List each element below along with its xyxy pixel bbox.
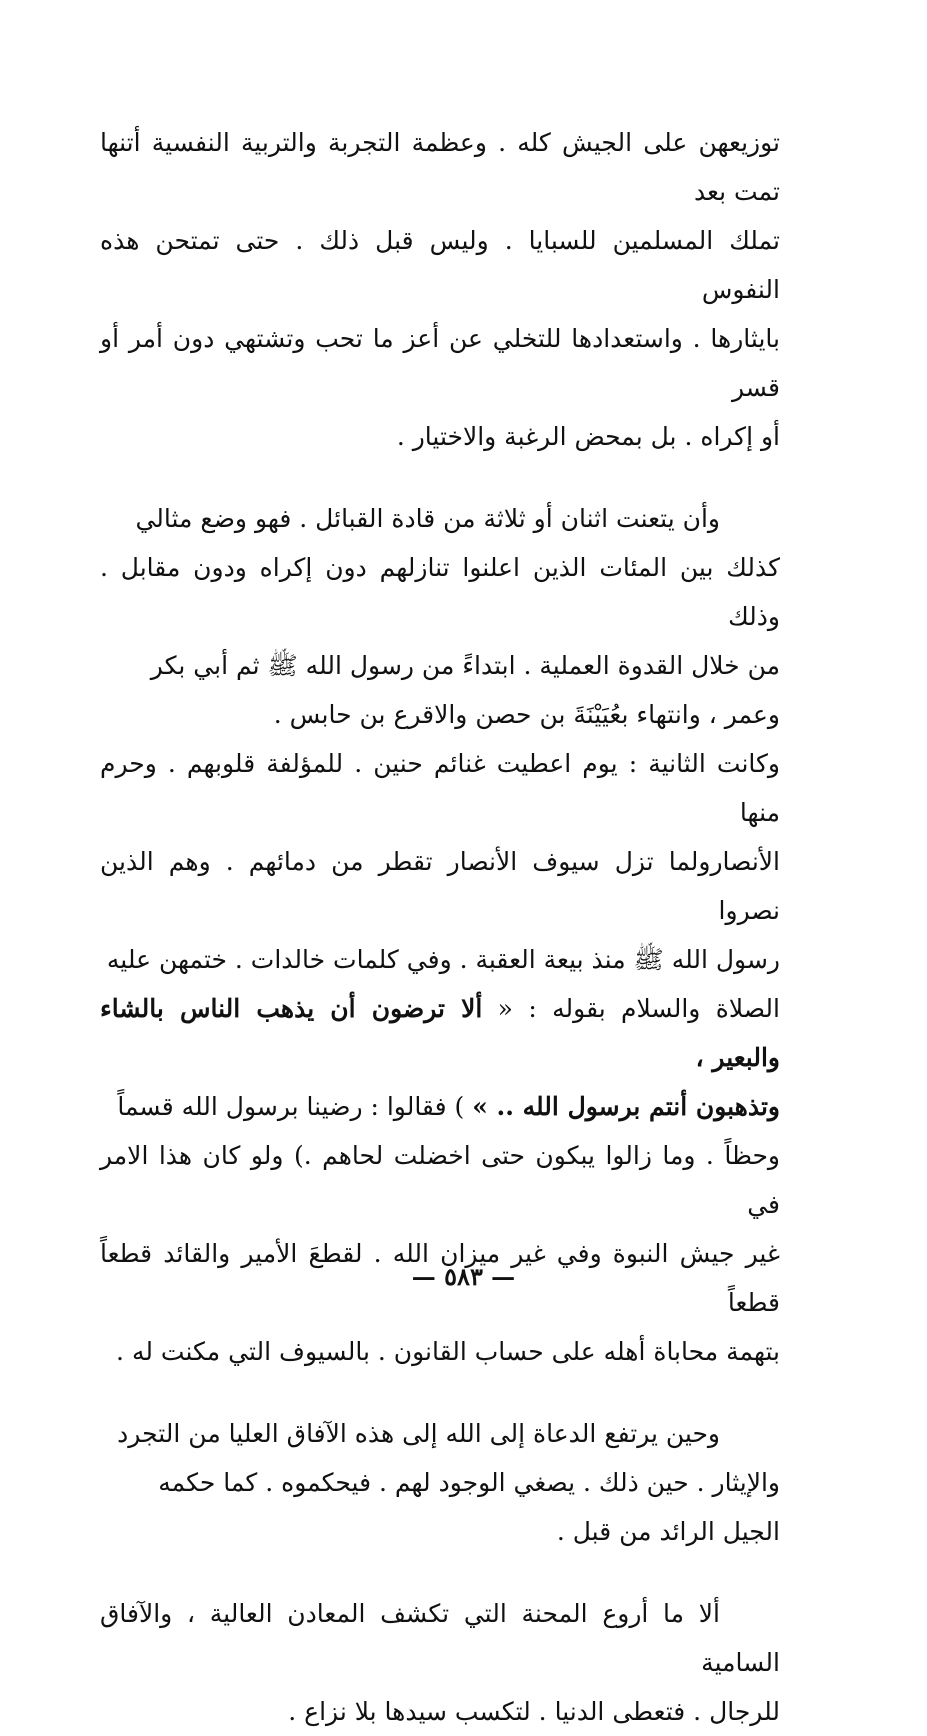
text-line: الأنصارولما تزل سيوف الأنصار تقطر من دمائهم . وهم الذين نصروا (100, 847, 780, 925)
text-line: غير جيش النبوة وفي غير ميزان الله . لقطعَ الأمير والقائد قطعاً قطعاً (100, 1239, 780, 1317)
text-line: توزيعهن على الجيش كله . وعظمة التجربة والتربية النفسية أتنها تمت بعد (100, 128, 780, 206)
quote-bold-text: ألا ترضون أن يذهب الناس بالشاء والبعير ، (100, 994, 780, 1072)
text-line-mixed (100, 1082, 780, 1131)
text-line: وحظاً . وما زالوا يبكون حتى اخضلت لحاهم .) ولو كان هذا الامر في (100, 1141, 780, 1219)
text-line: الجيل الرائد من قبل . (556, 1517, 780, 1546)
text-run: ) فقالوا : رضينا برسول الله قسماً (117, 1092, 473, 1121)
paragraph-2 (100, 494, 780, 739)
text-line: وأن يتعنت اثنان أو ثلاثة من قادة القبائل . فهو وضع مثالي (135, 504, 720, 533)
text-line: وكانت الثانية : يوم اعطيت غنائم حنين . للمؤلفة قلوبهم . وحرم منها (100, 749, 780, 827)
text-line-mixed (100, 984, 780, 1082)
paragraph-1 (100, 118, 780, 461)
text-line: من خلال القدوة العملية . ابتداءً من رسول الله ﷺ ثم أبي بكر (150, 651, 780, 680)
page-number: — ٥٨٣ — (411, 1262, 516, 1291)
paragraph-5 (100, 1589, 780, 1736)
quote-bold-text: وتذهبون أنتم برسول الله .. » (472, 1092, 780, 1121)
text-line: رسول الله ﷺ منذ بيعة العقبة . وفي كلمات خالدات . ختمهن عليه (106, 945, 780, 974)
text-line: بايثارها . واستعدادها للتخلي عن أعز ما تحب وتشتهي دون أمر أو قسر (100, 324, 780, 402)
page-body (100, 118, 780, 1736)
text-line: وحين يرتفع الدعاة إلى الله إلى هذه الآفاق العليا من التجرد (117, 1419, 720, 1448)
text-line: ألا ما أروع المحنة التي تكشف المعادن العالية ، والآفاق السامية (100, 1599, 780, 1677)
text-line: كذلك بين المئات الذين اعلنوا تنازلهم دون إكراه ودون مقابل . وذلك (100, 553, 780, 631)
text-line: أو إكراه . بل بمحض الرغبة والاختيار . (396, 422, 780, 451)
text-run: الصلاة والسلام بقوله : « (482, 994, 780, 1023)
text-line: للرجال . فتعطى الدنيا . لتكسب سيدها بلا نزاع . (288, 1697, 780, 1726)
text-line: وعمر ، وانتهاء بعُيَيْنَةَ بن حصن والاقرع بن حابس . (273, 700, 780, 729)
text-line: تملك المسلمين للسبايا . وليس قبل ذلك . حتى تمتحن هذه النفوس (100, 226, 780, 304)
text-line: والإيثار . حين ذلك . يصغي الوجود لهم . فيحكموه . كما حكمه (158, 1468, 780, 1497)
paragraph-4 (100, 1409, 780, 1556)
text-line: بتهمة محاباة أهله على حساب القانون . بالسيوف التي مكنت له . (116, 1337, 780, 1366)
